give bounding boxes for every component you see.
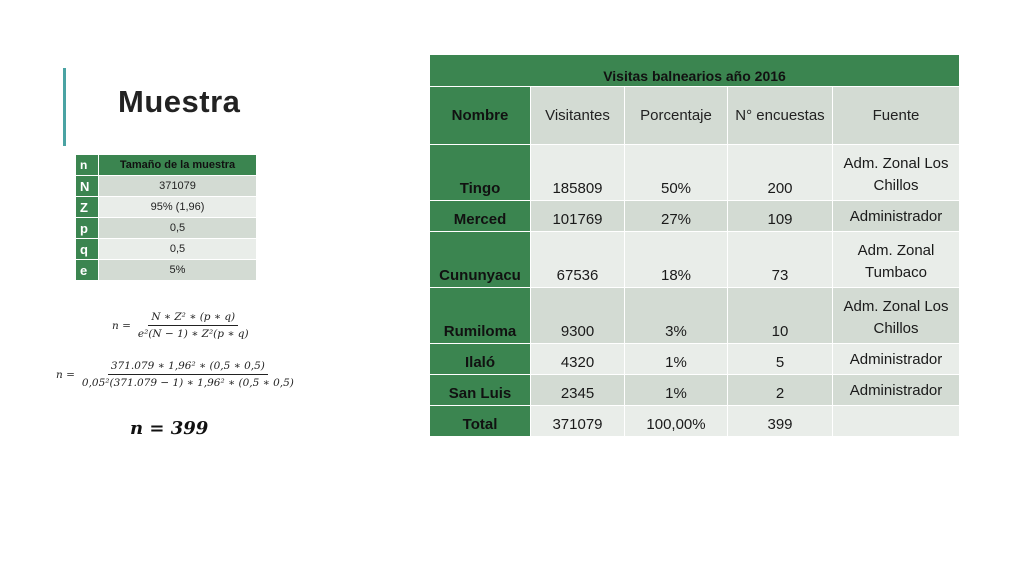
parameter-value: 95% (1,96) [99,197,257,218]
cell-visitantes: 2345 [531,375,625,406]
cell-visitantes: 371079 [531,406,625,437]
cell-fuente [833,406,960,437]
cell-encuestas: 2 [728,375,833,406]
cell-nombre: Rumiloma [430,288,531,344]
cell-porcentaje: 1% [625,375,728,406]
table-total-row [430,406,960,437]
cell-nombre: San Luis [430,375,531,406]
formula-lhs: n = [112,319,131,332]
column-header-visitantes: Visitantes [531,87,625,145]
cell-nombre: Tingo [430,145,531,201]
table-caption: Visitas balnearios año 2016 [430,55,960,87]
cell-visitantes: 185809 [531,145,625,201]
column-header-porcentaje: Porcentaje [625,87,728,145]
table-row [430,201,960,232]
formula-denominator: 0,05²(371.079 − 1) ∗ 1,96² ∗ (0,5 ∗ 0,5) [81,377,294,389]
parameter-header-description: Tamaño de la muestra [99,155,257,176]
parameter-symbol: q [76,239,99,260]
cell-porcentaje: 3% [625,288,728,344]
slide-title: Muestra [118,84,241,119]
cell-porcentaje: 1% [625,344,728,375]
table-caption-row [430,55,960,87]
parameter-symbol: Z [76,197,99,218]
cell-porcentaje: 100,00% [625,406,728,437]
parameter-value: 0,5 [99,239,257,260]
applied-formula [56,360,297,389]
cell-encuestas: 200 [728,145,833,201]
table-row [430,145,960,201]
parameter-row [76,197,257,218]
table-row [430,344,960,375]
parameter-row [76,239,257,260]
parameter-symbol: p [76,218,99,239]
table-row [430,232,960,288]
cell-fuente: Administrador [833,201,960,232]
parameter-row [76,260,257,281]
cell-porcentaje: 27% [625,201,728,232]
formula-fraction [135,311,252,340]
cell-nombre: Merced [430,201,531,232]
cell-fuente: Adm. Zonal Los Chillos [833,288,960,344]
cell-visitantes: 101769 [531,201,625,232]
formula-lhs: n = [56,368,75,381]
cell-encuestas: 10 [728,288,833,344]
parameter-symbol: e [76,260,99,281]
table-row [430,288,960,344]
formula-fraction [79,360,297,389]
cell-porcentaje: 18% [625,232,728,288]
cell-nombre: Ilaló [430,344,531,375]
formula-numerator: 371.079 ∗ 1,96² ∗ (0,5 ∗ 0,5) [108,360,268,375]
cell-encuestas: 73 [728,232,833,288]
cell-visitantes: 9300 [531,288,625,344]
parameter-header-row [76,155,257,176]
parameter-symbol: n [76,155,99,176]
cell-fuente: Administrador [833,375,960,406]
cell-fuente: Administrador [833,344,960,375]
table-header-row [430,87,960,145]
accent-bar [63,68,66,146]
parameter-value: 0,5 [99,218,257,239]
cell-encuestas: 5 [728,344,833,375]
column-header-encuestas: N° encuestas [728,87,833,145]
cell-encuestas: 109 [728,201,833,232]
cell-fuente: Adm. Zonal Tumbaco [833,232,960,288]
formula-result: n = 399 [130,418,209,439]
cell-fuente: Adm. Zonal Los Chillos [833,145,960,201]
parameter-table [75,154,257,281]
cell-visitantes: 67536 [531,232,625,288]
table-row [430,375,960,406]
formula-denominator: e²(N − 1) ∗ Z²(p ∗ q) [137,328,249,340]
cell-porcentaje: 50% [625,145,728,201]
sample-size-formula [112,311,252,340]
cell-encuestas: 399 [728,406,833,437]
parameter-value: 371079 [99,176,257,197]
parameter-value: 5% [99,260,257,281]
column-header-nombre: Nombre [430,87,531,145]
cell-nombre: Total [430,406,531,437]
parameter-row [76,176,257,197]
column-header-fuente: Fuente [833,87,960,145]
formula-numerator: N ∗ Z² ∗ (p ∗ q) [148,311,238,326]
parameter-symbol: N [76,176,99,197]
parameter-row [76,218,257,239]
cell-visitantes: 4320 [531,344,625,375]
visits-table [429,54,960,437]
cell-nombre: Cununyacu [430,232,531,288]
